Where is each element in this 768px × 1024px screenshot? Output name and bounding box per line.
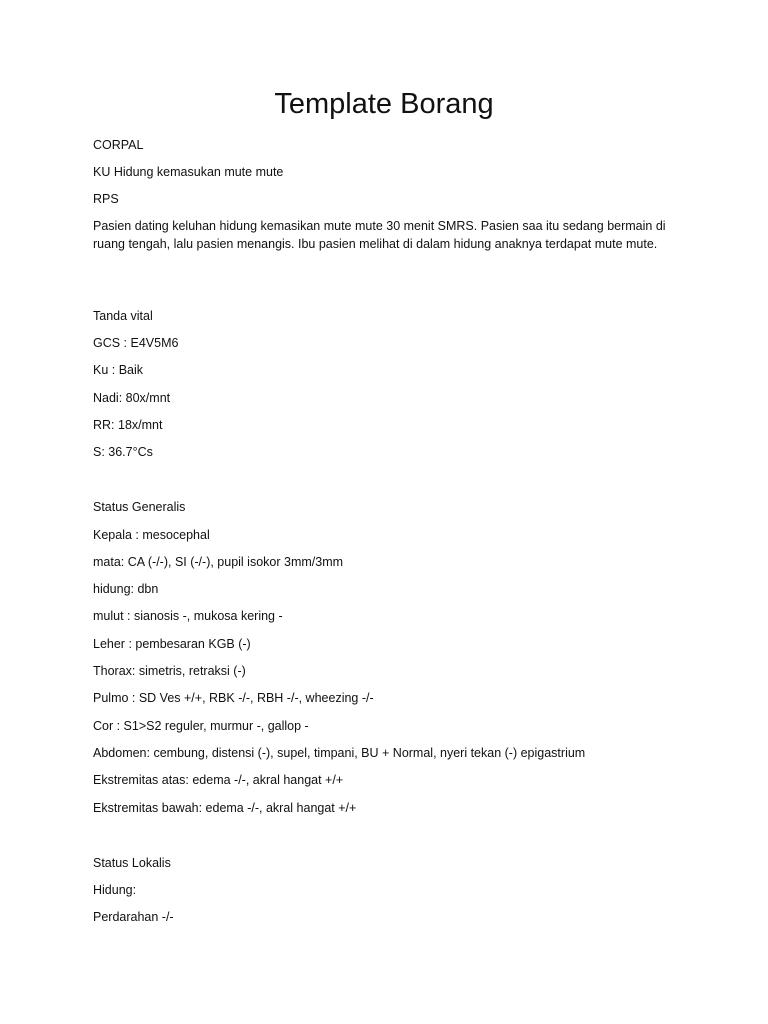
page-title: Template Borang (274, 88, 494, 120)
generalis-ekstremitas-bawah: Ekstremitas bawah: edema -/-, akral hangat +/+ (93, 801, 357, 815)
generalis-ekstremitas-atas: Ekstremitas atas: edema -/-, akral hangat +/+ (93, 773, 344, 787)
lokalis-heading: Status Lokalis (93, 856, 171, 870)
vital-rr: RR: 18x/mnt (93, 418, 163, 432)
vital-heading: Tanda vital (93, 309, 153, 323)
generalis-heading: Status Generalis (93, 500, 186, 514)
generalis-mata: mata: CA (-/-), SI (-/-), pupil isokor 3mm/3mm (93, 555, 344, 569)
keluhan-utama: KU Hidung kemasukan mute mute (93, 165, 284, 179)
generalis-abdomen: Abdomen: cembung, distensi (-), supel, timpani, BU + Normal, nyeri tekan (-) epigastrium (93, 746, 586, 760)
vital-gcs: GCS : E4V5M6 (93, 336, 179, 350)
vital-suhu: S: 36.7°Cs (93, 445, 153, 459)
generalis-leher: Leher : pembesaran KGB (-) (93, 637, 251, 651)
generalis-thorax: Thorax: simetris, retraksi (-) (93, 664, 246, 678)
generalis-mulut: mulut : sianosis -, mukosa kering - (93, 609, 283, 623)
generalis-hidung: hidung: dbn (93, 582, 159, 596)
corpal-label: CORPAL (93, 138, 144, 152)
lokalis-hidung: Hidung: (93, 883, 137, 897)
vital-nadi: Nadi: 80x/mnt (93, 391, 171, 405)
generalis-pulmo: Pulmo : SD Ves +/+, RBK -/-, RBH -/-, wheezing -/- (93, 691, 374, 705)
lokalis-perdarahan: Perdarahan -/- (93, 910, 174, 924)
generalis-kepala: Kepala : mesocephal (93, 528, 210, 542)
rps-heading: RPS (93, 192, 119, 206)
rps-text: Pasien dating keluhan hidung kemasikan mute mute 30 menit SMRS. Pasien saa itu sedang bermain di ruang tengah, lalu pasien menangis. Ibu pasien melihat di dalam hidung anaknya terdapat mute mute. (93, 219, 666, 251)
generalis-cor: Cor : S1>S2 reguler, murmur -, gallop - (93, 719, 309, 733)
vital-ku: Ku : Baik (93, 363, 144, 377)
